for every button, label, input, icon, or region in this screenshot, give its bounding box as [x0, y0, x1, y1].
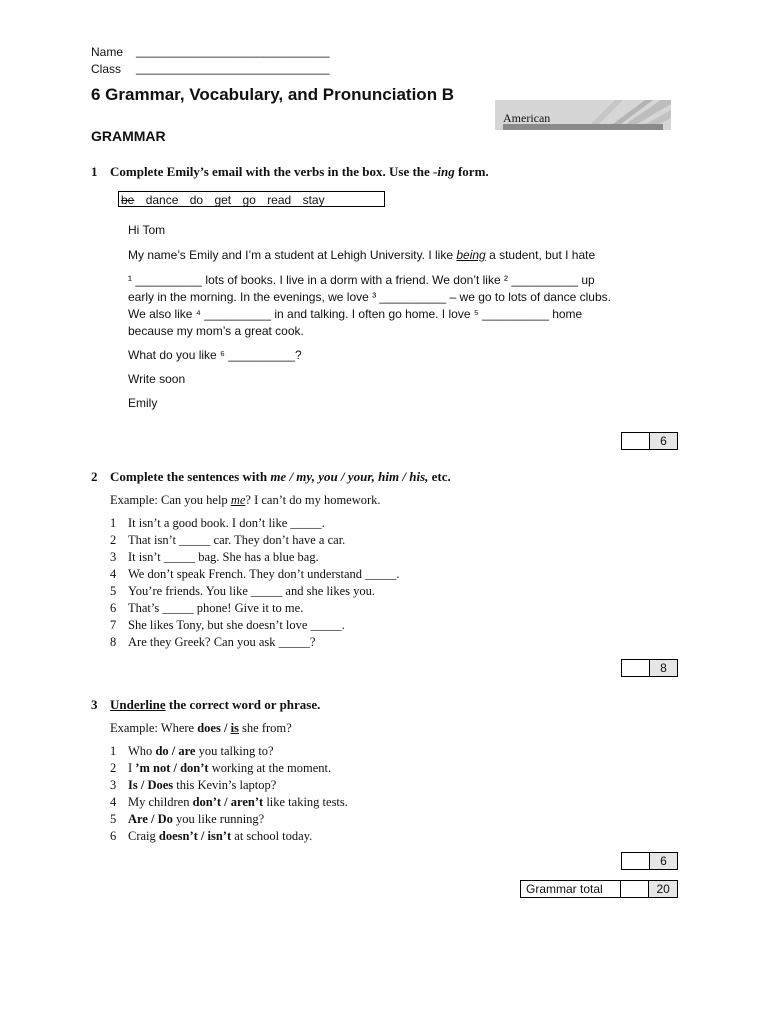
q3-list — [110, 743, 560, 845]
grammar-total-box — [520, 880, 678, 898]
q3-number: 3 — [91, 697, 98, 712]
logo-text: American — [503, 111, 551, 125]
item-text: She likes Tony, but she doesn’t love _____. — [128, 618, 345, 632]
email-para-1 — [128, 247, 688, 264]
q2-example-start: Example: Can you help — [110, 493, 231, 507]
q3-instr-text: the correct word or phrase. — [165, 697, 321, 712]
item-number: 3 — [110, 550, 117, 564]
list-item — [110, 549, 560, 566]
q3-example — [110, 721, 292, 736]
email-greeting: Hi Tom — [128, 223, 166, 237]
item-number: 8 — [110, 635, 117, 649]
item-number: 1 — [110, 744, 117, 758]
class-line: _____________________________ — [136, 61, 330, 75]
list-item — [110, 743, 560, 760]
item-text: It isn’t a good book. I don’t like _____. — [128, 516, 325, 530]
item-text: Are they Greek? Can you ask _____? — [128, 635, 316, 649]
publisher-logo — [495, 100, 671, 130]
section-heading: GRAMMAR — [91, 128, 166, 144]
item-text: We don’t speak French. They don’t understand _____. — [128, 567, 400, 581]
item-number: 5 — [110, 812, 117, 826]
item-text: you talking to? — [195, 744, 274, 758]
q2-instr-text: Complete the sentences with — [110, 469, 271, 484]
score-value: 6 — [650, 853, 677, 869]
item-text: That’s _____ phone! Give it to me. — [128, 601, 304, 615]
q1-instruction — [110, 164, 489, 180]
q3-example-answer: is — [230, 721, 239, 735]
item-number: 3 — [110, 778, 117, 792]
email-example-word: being — [456, 248, 486, 262]
q3-instr-underline: Underline — [110, 697, 166, 712]
word-item: go — [242, 193, 256, 207]
score-value: 8 — [650, 660, 677, 676]
word-item: get — [214, 193, 232, 207]
item-text: this Kevin’s laptop? — [173, 778, 277, 792]
item-number: 4 — [110, 567, 117, 581]
list-item — [110, 532, 560, 549]
list-item — [110, 760, 560, 777]
item-number: 7 — [110, 618, 117, 632]
item-text: It isn’t _____ bag. She has a blue bag. — [128, 550, 319, 564]
email-line: We also like ⁴ __________ in and talking. I often go home. I love ⁵ __________ home — [128, 307, 583, 321]
word-item: do — [189, 193, 204, 207]
item-number: 2 — [110, 533, 117, 547]
item-options[interactable]: doesn’t / isn’t — [158, 829, 232, 843]
email-p1-end: a student, but I hate — [485, 248, 596, 262]
grammar-total-label: Grammar total — [521, 881, 621, 897]
email-line: ¹ __________ lots of books. I live in a dorm with a friend. We don’t like ² __________ up — [128, 273, 595, 287]
q2-number: 2 — [91, 469, 98, 484]
score-value: 6 — [650, 433, 677, 449]
q1-instr-text: Complete Emily’s email with the verbs in the box. Use the - — [110, 164, 438, 179]
q3-example-option: does / — [197, 721, 231, 735]
score-value: 20 — [649, 881, 677, 897]
item-text: Who — [128, 744, 156, 758]
q2-list — [110, 515, 560, 651]
item-text: at school today. — [231, 829, 313, 843]
email-line: because my mom’s a great cook. — [128, 324, 304, 338]
class-label: Class — [91, 62, 122, 76]
word-box — [118, 191, 385, 207]
q3-score-box — [621, 852, 678, 870]
q1-instr-ing: ing — [437, 164, 455, 179]
list-item — [110, 583, 560, 600]
email-signature: Emily — [128, 396, 158, 410]
score-blank[interactable] — [622, 853, 650, 869]
item-options[interactable]: don’t / aren’t — [192, 795, 264, 809]
email-body — [128, 222, 688, 412]
email-line: early in the morning. In the evenings, we love ³ __________ – we go to lots of dance clubs. — [128, 290, 611, 304]
q3-example-start: Example: Where — [110, 721, 198, 735]
q2-instr-end: etc. — [428, 469, 451, 484]
q2-instruction — [110, 469, 451, 485]
item-options[interactable]: ’m not / don’t — [135, 761, 209, 775]
q1-number: 1 — [91, 164, 98, 179]
list-item — [110, 515, 560, 532]
page-title: 6 Grammar, Vocabulary, and Pronunciation B — [91, 85, 455, 104]
item-text: I — [128, 761, 136, 775]
q2-example-answer: me — [230, 493, 246, 507]
list-item — [110, 634, 560, 651]
q2-example — [110, 493, 381, 508]
score-blank[interactable] — [621, 881, 650, 897]
email-p1-start: My name’s Emily and I’m a student at Lehigh University. I like — [128, 248, 457, 262]
list-item — [110, 566, 560, 583]
q2-score-box — [621, 659, 678, 677]
item-number: 2 — [110, 761, 117, 775]
q3-example-end: she from? — [238, 721, 292, 735]
q2-instr-pronouns: me / my, you / your, him / his, — [270, 469, 429, 484]
item-number: 4 — [110, 795, 117, 809]
name-label: Name — [91, 45, 124, 59]
q1-score-box — [621, 432, 678, 450]
item-number: 1 — [110, 516, 117, 530]
q3-instruction — [110, 697, 320, 713]
word-item: stay — [302, 193, 325, 207]
name-line: _____________________________ — [136, 44, 330, 58]
word-item: be — [121, 193, 135, 207]
item-text: like taking tests. — [263, 795, 348, 809]
email-closing: Write soon — [128, 372, 186, 386]
item-options[interactable]: do / are — [155, 744, 196, 758]
word-item: read — [267, 193, 292, 207]
item-text: My children — [128, 795, 193, 809]
list-item — [110, 600, 560, 617]
score-blank[interactable] — [622, 660, 650, 676]
item-number: 6 — [110, 829, 117, 843]
list-item — [110, 828, 560, 845]
item-options[interactable]: Are / Do — [128, 812, 173, 826]
word-item: dance — [145, 193, 179, 207]
q2-example-end: ? I can’t do my homework. — [245, 493, 381, 507]
list-item — [110, 777, 560, 794]
item-text: you like running? — [172, 812, 265, 826]
list-item — [110, 794, 560, 811]
email-question: What do you like ⁶ __________? — [128, 348, 302, 362]
list-item — [110, 811, 560, 828]
item-number: 6 — [110, 601, 117, 615]
item-number: 5 — [110, 584, 117, 598]
item-text: You’re friends. You like _____ and she likes you. — [128, 584, 375, 598]
item-text: Craig — [128, 829, 159, 843]
item-text: That isn’t _____ car. They don’t have a car. — [128, 533, 346, 547]
item-text: working at the moment. — [208, 761, 332, 775]
q1-instr-end: form. — [454, 164, 489, 179]
score-blank[interactable] — [622, 433, 650, 449]
list-item — [110, 617, 560, 634]
item-options[interactable]: Is / Does — [128, 778, 174, 792]
